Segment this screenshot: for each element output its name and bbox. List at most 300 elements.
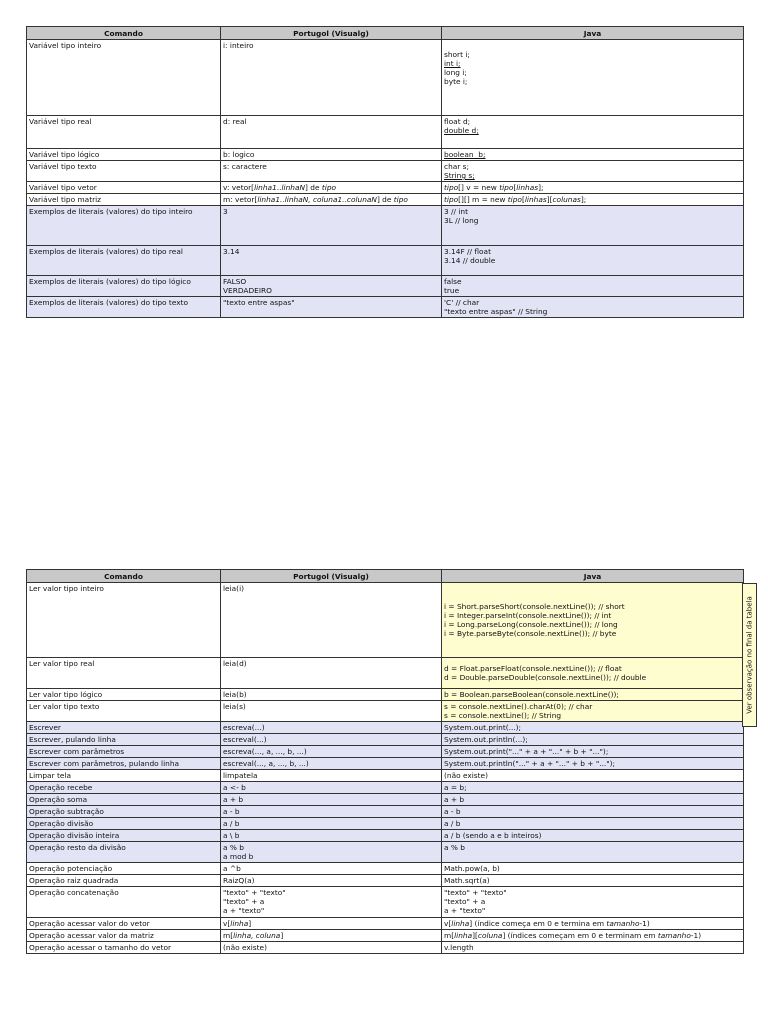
cell-text: a - b bbox=[223, 807, 240, 816]
cell-comando: Variável tipo real bbox=[27, 116, 221, 149]
cell-line bbox=[223, 795, 439, 804]
cell-text: a + b bbox=[444, 795, 465, 804]
cell-text: m[ bbox=[444, 931, 455, 940]
cell-text: tipo bbox=[507, 195, 522, 204]
cell-text: d: real bbox=[223, 117, 247, 126]
cell-line bbox=[444, 735, 741, 744]
cell-text: limpatela bbox=[223, 771, 258, 780]
table-row bbox=[27, 842, 744, 863]
cell-line bbox=[223, 876, 439, 885]
cell-text: linha bbox=[454, 931, 473, 940]
cell-comando: Operação resto da divisão bbox=[27, 842, 221, 863]
cell-portugol bbox=[221, 746, 442, 758]
cell-line bbox=[444, 298, 741, 307]
cell-text: char s; bbox=[444, 162, 470, 171]
cell-text: i = Integer.parseInt(console.nextLine()); // int bbox=[444, 611, 612, 620]
cell-text: leia(i) bbox=[223, 584, 245, 593]
cell-line bbox=[223, 117, 439, 126]
cell-comando: Operação recebe bbox=[27, 782, 221, 794]
cell-text: tamanho bbox=[606, 919, 640, 928]
cell-text: linhaN bbox=[281, 183, 306, 192]
cell-text: m[ bbox=[223, 931, 234, 940]
cell-line bbox=[444, 747, 741, 756]
cell-line bbox=[444, 795, 741, 804]
cell-line bbox=[223, 183, 439, 192]
header-java: Java bbox=[442, 27, 744, 40]
cell-text: tipo bbox=[444, 195, 459, 204]
cell-comando: Variável tipo texto bbox=[27, 161, 221, 182]
cell-line bbox=[223, 888, 439, 897]
cell-portugol bbox=[221, 782, 442, 794]
cell-java bbox=[442, 701, 744, 722]
cell-text: ] (índice começa em 0 e termina em bbox=[469, 919, 607, 928]
cell-line bbox=[444, 286, 741, 295]
cell-line bbox=[444, 819, 741, 828]
cell-text: a <- b bbox=[223, 783, 246, 792]
table-row bbox=[27, 722, 744, 734]
cell-text: tipo bbox=[499, 183, 514, 192]
cell-java bbox=[442, 794, 744, 806]
cell-text: byte i; bbox=[444, 77, 468, 86]
cell-line bbox=[444, 629, 741, 638]
cell-text: i = Short.parseShort(console.nextLine()); // short bbox=[444, 602, 625, 611]
table-row bbox=[27, 701, 744, 722]
cell-line bbox=[223, 277, 439, 286]
cell-text: leia(s) bbox=[223, 702, 246, 711]
cell-line bbox=[444, 611, 741, 620]
cell-comando: Operação potenciação bbox=[27, 863, 221, 875]
cell-text: 3 // int bbox=[444, 207, 469, 216]
cell-text: ] (índices começam em 0 e terminam em bbox=[502, 931, 658, 940]
cell-java bbox=[442, 863, 744, 875]
cell-line bbox=[223, 150, 439, 159]
cell-java bbox=[442, 149, 744, 161]
cell-line bbox=[444, 307, 741, 316]
cell-comando: Operação divisão bbox=[27, 818, 221, 830]
cell-comando: Variável tipo lógico bbox=[27, 149, 221, 161]
table-row bbox=[27, 770, 744, 782]
cell-text: i = Byte.parseByte(console.nextLine()); // byte bbox=[444, 629, 617, 638]
cell-comando: Exemplos de literais (valores) do tipo inteiro bbox=[27, 206, 221, 246]
cell-line bbox=[444, 807, 741, 816]
cell-line bbox=[444, 783, 741, 792]
cell-line bbox=[223, 195, 439, 204]
cell-text: i = Long.parseLong(console.nextLine()); // long bbox=[444, 620, 618, 629]
cell-text: .. bbox=[276, 183, 282, 192]
cell-portugol bbox=[221, 863, 442, 875]
cell-line bbox=[223, 807, 439, 816]
cell-java bbox=[442, 734, 744, 746]
cell-line bbox=[223, 659, 439, 668]
cell-line bbox=[223, 690, 439, 699]
cell-java bbox=[442, 830, 744, 842]
cell-comando: Operação raiz quadrada bbox=[27, 875, 221, 887]
cell-line bbox=[223, 584, 439, 593]
cell-text: tipo bbox=[321, 183, 337, 192]
cell-portugol bbox=[221, 658, 442, 689]
cell-java bbox=[442, 806, 744, 818]
cell-line bbox=[223, 852, 439, 861]
cell-line bbox=[444, 126, 741, 135]
cell-line bbox=[223, 702, 439, 711]
table-row bbox=[27, 40, 744, 116]
cell-text: tipo bbox=[444, 183, 459, 192]
cell-line bbox=[444, 620, 741, 629]
cell-text: v[ bbox=[444, 919, 452, 928]
cell-text: a - b bbox=[444, 807, 461, 816]
cell-line bbox=[444, 711, 741, 720]
cell-comando: Exemplos de literais (valores) do tipo real bbox=[27, 246, 221, 276]
cell-line bbox=[444, 876, 741, 885]
cell-line bbox=[444, 41, 741, 50]
cell-comando: Operação acessar valor do vetor bbox=[27, 918, 221, 930]
cell-text: v: vetor[ bbox=[223, 183, 255, 192]
cell-java bbox=[442, 297, 744, 318]
cell-comando: Exemplos de literais (valores) do tipo lógico bbox=[27, 276, 221, 297]
cell-line bbox=[223, 41, 439, 50]
table-row bbox=[27, 782, 744, 794]
header-comando: Comando bbox=[27, 570, 221, 583]
cell-text: v.length bbox=[444, 943, 474, 952]
cell-comando: Operação concatenação bbox=[27, 887, 221, 918]
cell-portugol bbox=[221, 887, 442, 918]
cell-text: Math.pow(a, b) bbox=[444, 864, 500, 873]
cell-portugol bbox=[221, 770, 442, 782]
cell-portugol bbox=[221, 161, 442, 182]
cell-text: (não existe) bbox=[444, 771, 488, 780]
cell-line bbox=[444, 931, 741, 940]
table-row bbox=[27, 194, 744, 206]
cell-text: a / b bbox=[444, 819, 461, 828]
cell-comando: Escrever com parâmetros bbox=[27, 746, 221, 758]
table-row bbox=[27, 818, 744, 830]
table-row bbox=[27, 658, 744, 689]
cell-text: (não existe) bbox=[223, 943, 267, 952]
cell-line bbox=[223, 207, 439, 216]
cell-comando: Variável tipo matriz bbox=[27, 194, 221, 206]
cell-text: ]; bbox=[580, 195, 587, 204]
cell-java bbox=[442, 770, 744, 782]
cell-text: linha, coluna bbox=[233, 931, 281, 940]
cell-portugol bbox=[221, 875, 442, 887]
cell-comando: Ler valor tipo lógico bbox=[27, 689, 221, 701]
cell-portugol bbox=[221, 689, 442, 701]
cell-portugol bbox=[221, 930, 442, 942]
cell-text: a / b (sendo a e b inteiros) bbox=[444, 831, 542, 840]
cell-line bbox=[444, 723, 741, 732]
cell-comando: Operação divisão inteira bbox=[27, 830, 221, 842]
cell-text: float d; bbox=[444, 117, 471, 126]
cell-comando: Ler valor tipo inteiro bbox=[27, 583, 221, 658]
cell-portugol bbox=[221, 206, 442, 246]
cell-line bbox=[444, 664, 741, 673]
cell-text: -1) bbox=[690, 931, 702, 940]
cell-portugol bbox=[221, 818, 442, 830]
cell-text: System.out.println("..." + a + "..." + b + "..."); bbox=[444, 759, 616, 768]
cell-comando: Operação soma bbox=[27, 794, 221, 806]
cell-text: Math.sqrt(a) bbox=[444, 876, 490, 885]
cell-java bbox=[442, 746, 744, 758]
cell-text: double d; bbox=[444, 126, 479, 135]
cell-line bbox=[223, 759, 439, 768]
cell-line bbox=[444, 59, 741, 68]
cell-comando: Operação acessar o tamanho do vetor bbox=[27, 942, 221, 954]
cell-portugol bbox=[221, 758, 442, 770]
cell-text: s = console.nextLine().charAt(0); // char bbox=[444, 702, 593, 711]
cell-text: "texto" + a bbox=[223, 897, 265, 906]
cell-portugol bbox=[221, 297, 442, 318]
header-portugol: Portugol (Visualg) bbox=[221, 570, 442, 583]
cell-text: ]; bbox=[538, 183, 544, 192]
table-row bbox=[27, 206, 744, 246]
cell-text: a / b bbox=[223, 819, 240, 828]
cell-text: String s; bbox=[444, 171, 475, 180]
cell-line bbox=[223, 843, 439, 852]
table-row bbox=[27, 942, 744, 954]
cell-text: 3.14 bbox=[223, 247, 240, 256]
cell-text: a + "texto" bbox=[223, 906, 265, 915]
cell-portugol bbox=[221, 722, 442, 734]
cell-line bbox=[444, 256, 741, 265]
cell-text: ] de bbox=[305, 183, 322, 192]
cell-line bbox=[223, 247, 439, 256]
cell-text: [ bbox=[521, 195, 525, 204]
cell-comando: Escrever, pulando linha bbox=[27, 734, 221, 746]
cell-text: colunas bbox=[552, 195, 581, 204]
cell-portugol bbox=[221, 116, 442, 149]
cell-text: VERDADEIRO bbox=[223, 286, 272, 295]
table-row bbox=[27, 918, 744, 930]
cell-line bbox=[223, 931, 439, 940]
cell-text: coluna bbox=[477, 931, 503, 940]
cell-text: a % b bbox=[444, 843, 465, 852]
table-row bbox=[27, 116, 744, 149]
cell-java bbox=[442, 918, 744, 930]
cell-text: [ bbox=[513, 183, 517, 192]
table-row bbox=[27, 887, 744, 918]
table-header-row bbox=[27, 570, 744, 583]
cell-line bbox=[444, 171, 741, 180]
cell-java bbox=[442, 875, 744, 887]
cell-text: FALSO bbox=[223, 277, 247, 286]
cell-java bbox=[442, 658, 744, 689]
cell-java bbox=[442, 116, 744, 149]
cell-line bbox=[444, 195, 741, 204]
cell-text: linha1 bbox=[254, 183, 277, 192]
cell-line bbox=[444, 943, 741, 952]
cell-java bbox=[442, 818, 744, 830]
cell-text: ][ bbox=[546, 195, 553, 204]
cell-line bbox=[223, 819, 439, 828]
cell-java bbox=[442, 583, 744, 658]
table-row bbox=[27, 161, 744, 182]
cell-text: [][] m = new bbox=[458, 195, 508, 204]
cell-text: System.out.println(...); bbox=[444, 735, 528, 744]
cell-text: 'C' // char bbox=[444, 298, 480, 307]
cell-java bbox=[442, 887, 744, 918]
cell-portugol bbox=[221, 942, 442, 954]
cell-java bbox=[442, 689, 744, 701]
cell-line bbox=[444, 897, 741, 906]
cell-line bbox=[444, 183, 741, 192]
cell-line bbox=[444, 888, 741, 897]
cell-text: linha1..linhaN, coluna1..colunaN bbox=[257, 195, 377, 204]
cell-text: escreval(..., a, ..., b, ...) bbox=[223, 759, 309, 768]
cell-text: a ^b bbox=[223, 864, 241, 873]
cell-text: leia(d) bbox=[223, 659, 247, 668]
table-row bbox=[27, 734, 744, 746]
cell-text: s = console.nextLine(); // String bbox=[444, 711, 562, 720]
cell-java bbox=[442, 842, 744, 863]
cell-portugol bbox=[221, 182, 442, 194]
table-row bbox=[27, 758, 744, 770]
cell-line bbox=[444, 50, 741, 59]
cell-comando: Limpar tela bbox=[27, 770, 221, 782]
cell-text: "texto" + "texto" bbox=[223, 888, 286, 897]
cell-line bbox=[444, 77, 741, 86]
cell-text: tamanho bbox=[657, 931, 691, 940]
table-row bbox=[27, 875, 744, 887]
cell-line bbox=[223, 864, 439, 873]
cell-line bbox=[223, 747, 439, 756]
cell-line bbox=[444, 906, 741, 915]
cell-text: 3.14F // float bbox=[444, 247, 491, 256]
cell-line bbox=[444, 702, 741, 711]
cell-line bbox=[444, 68, 741, 77]
cell-text: a = b; bbox=[444, 783, 467, 792]
cell-comando: Exemplos de literais (valores) do tipo texto bbox=[27, 297, 221, 318]
cell-text: linha bbox=[230, 919, 249, 928]
cell-line bbox=[444, 162, 741, 171]
cell-java bbox=[442, 182, 744, 194]
cell-text: b: logico bbox=[223, 150, 255, 159]
cell-line bbox=[444, 771, 741, 780]
cell-line bbox=[223, 162, 439, 171]
cell-text: leia(b) bbox=[223, 690, 247, 699]
cell-text: b = Boolean.parseBoolean(console.nextLine()); bbox=[444, 690, 619, 699]
side-note-box bbox=[742, 583, 757, 727]
table-header-row bbox=[27, 27, 744, 40]
cell-line bbox=[444, 216, 741, 225]
cell-text: int i; bbox=[444, 59, 461, 68]
table-row bbox=[27, 246, 744, 276]
cell-portugol bbox=[221, 842, 442, 863]
cell-text: "texto" + "texto" bbox=[444, 888, 507, 897]
cell-text: "texto entre aspas" // String bbox=[444, 307, 548, 316]
table-row bbox=[27, 863, 744, 875]
cell-text: 3.14 // double bbox=[444, 256, 496, 265]
cell-text: escreval(...) bbox=[223, 735, 267, 744]
cell-line bbox=[444, 690, 741, 699]
cell-portugol bbox=[221, 276, 442, 297]
cell-line bbox=[444, 117, 741, 126]
cell-java bbox=[442, 40, 744, 116]
table-row bbox=[27, 746, 744, 758]
cell-line bbox=[223, 897, 439, 906]
commands-comparison-table bbox=[26, 569, 744, 954]
cell-java bbox=[442, 782, 744, 794]
cell-line bbox=[444, 150, 741, 159]
cell-comando: Operação acessar valor da matriz bbox=[27, 930, 221, 942]
cell-text: short i; bbox=[444, 50, 470, 59]
cell-line bbox=[223, 783, 439, 792]
cell-text: System.out.print(...); bbox=[444, 723, 522, 732]
cell-line bbox=[223, 286, 439, 295]
cell-text: m: vetor[ bbox=[223, 195, 258, 204]
cell-java bbox=[442, 161, 744, 182]
cell-line bbox=[444, 919, 741, 928]
table-row bbox=[27, 830, 744, 842]
cell-java bbox=[442, 246, 744, 276]
table-row bbox=[27, 806, 744, 818]
cell-comando: Ler valor tipo real bbox=[27, 658, 221, 689]
cell-text: [] v = new bbox=[458, 183, 500, 192]
cell-text: ] de bbox=[376, 195, 394, 204]
cell-text: d = Float.parseFloat(console.nextLine()); // float bbox=[444, 664, 622, 673]
header-portugol: Portugol (Visualg) bbox=[221, 27, 442, 40]
cell-text: linha bbox=[451, 919, 470, 928]
cell-portugol bbox=[221, 918, 442, 930]
cell-line bbox=[444, 602, 741, 611]
cell-text: v[ bbox=[223, 919, 231, 928]
cell-line bbox=[444, 759, 741, 768]
table-row bbox=[27, 276, 744, 297]
cell-line bbox=[223, 298, 439, 307]
table-row bbox=[27, 182, 744, 194]
cell-line bbox=[444, 207, 741, 216]
cell-java bbox=[442, 276, 744, 297]
types-comparison-table bbox=[26, 26, 744, 318]
cell-portugol bbox=[221, 194, 442, 206]
table-row bbox=[27, 794, 744, 806]
cell-text: linhas bbox=[516, 183, 539, 192]
cell-text: -1) bbox=[639, 919, 650, 928]
cell-comando: Escrever bbox=[27, 722, 221, 734]
table-row bbox=[27, 583, 744, 658]
cell-java bbox=[442, 722, 744, 734]
cell-text: a mod b bbox=[223, 852, 254, 861]
cell-text: 3 bbox=[223, 207, 228, 216]
cell-line bbox=[444, 277, 741, 286]
cell-text: linhas bbox=[524, 195, 547, 204]
cell-java bbox=[442, 194, 744, 206]
cell-text: ] bbox=[280, 931, 284, 940]
cell-text: a + b bbox=[223, 795, 244, 804]
cell-portugol bbox=[221, 701, 442, 722]
cell-comando: Variável tipo vetor bbox=[27, 182, 221, 194]
cell-portugol bbox=[221, 246, 442, 276]
cell-text: a \ b bbox=[223, 831, 240, 840]
cell-text: System.out.print("..." + a + "..." + b + "..."); bbox=[444, 747, 609, 756]
cell-java bbox=[442, 942, 744, 954]
table-row bbox=[27, 689, 744, 701]
cell-java bbox=[442, 758, 744, 770]
cell-line bbox=[223, 723, 439, 732]
cell-text: escreva(...) bbox=[223, 723, 265, 732]
cell-portugol bbox=[221, 794, 442, 806]
cell-line bbox=[444, 831, 741, 840]
cell-text: s: caractere bbox=[223, 162, 267, 171]
header-java: Java bbox=[442, 570, 744, 583]
cell-portugol bbox=[221, 806, 442, 818]
cell-portugol bbox=[221, 149, 442, 161]
cell-java bbox=[442, 206, 744, 246]
cell-text: "texto entre aspas" bbox=[223, 298, 295, 307]
cell-portugol bbox=[221, 40, 442, 116]
cell-text: tipo bbox=[393, 195, 408, 204]
cell-line bbox=[223, 771, 439, 780]
cell-text: "texto" + a bbox=[444, 897, 486, 906]
